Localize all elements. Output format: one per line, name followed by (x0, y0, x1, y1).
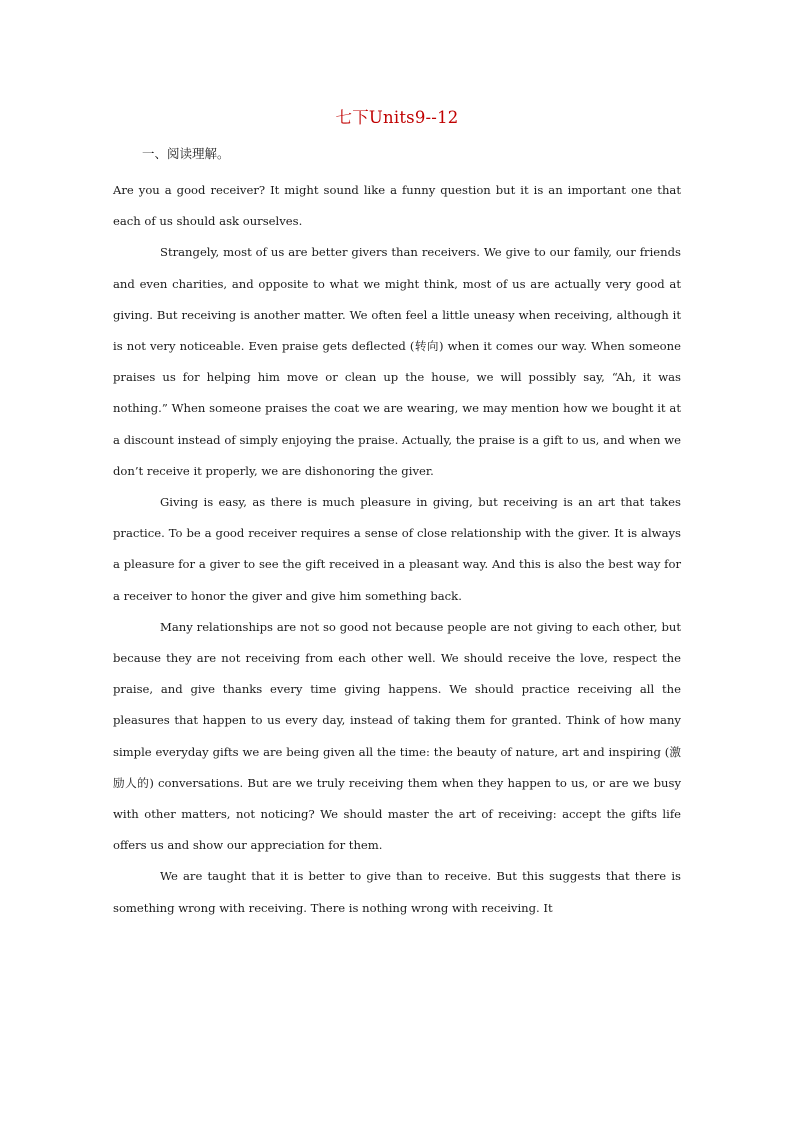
paragraph-1: Are you a good receiver? It might sound like a funny question but it is an important one that each of us should ask ourselves. (113, 183, 681, 229)
section-heading: 一、阅读理解。 (142, 146, 230, 161)
paragraph-3: Giving is easy, as there is much pleasure in giving, but receiving is an art that takes practice. To be a good receiver requires a sense of close relationship with the giver. It is always a pleasure for a giver to see the gift received in a pleasant way. And this is also the best way for a receiver to honor the giver and give him something back. (113, 495, 681, 603)
paragraph-4: Many relationships are not so good not because people are not giving to each other, but because they are not receiving from each other well. We should receive the love, respect the praise, and give thanks every time giving happens. We should practice receiving all the pleasures that happen to us every day, instead of taking them for granted. Think of how many simple everyday gifts we are being given all the time: the beauty of nature, art and inspiring (激励人的) conversations. But are we truly receiving them when they happen to us, or are we busy with other matters, not noticing? We should master the art of receiving: accept the gifts life offers us and show our appreciation for them. (113, 619, 681, 853)
paragraph-2: Strangely, most of us are better givers than receivers. We give to our family, our friends and even charities, and opposite to what we might think, most of us are actually very good at giving. But receiving is another matter. We often feel a little uneasy when receiving, although it is not very noticeable. Even praise gets deflected (转向) when it comes our way. When someone praises us for helping him move or clean up the house, we will possibly say, “Ah, it was nothing.” When someone praises the coat we are wearing, we may mention how we bought it at a discount instead of simply enjoying the praise. Actually, the praise is a gift to us, and when we don’t receive it properly, we are dishonoring the giver. (113, 245, 681, 478)
passage-body (113, 175, 681, 924)
document-title: 七下Units9--12 (335, 108, 459, 127)
paragraph-5: We are taught that it is better to give than to receive. But this suggests that there is something wrong with receiving. There is nothing wrong with receiving. It (113, 869, 681, 915)
